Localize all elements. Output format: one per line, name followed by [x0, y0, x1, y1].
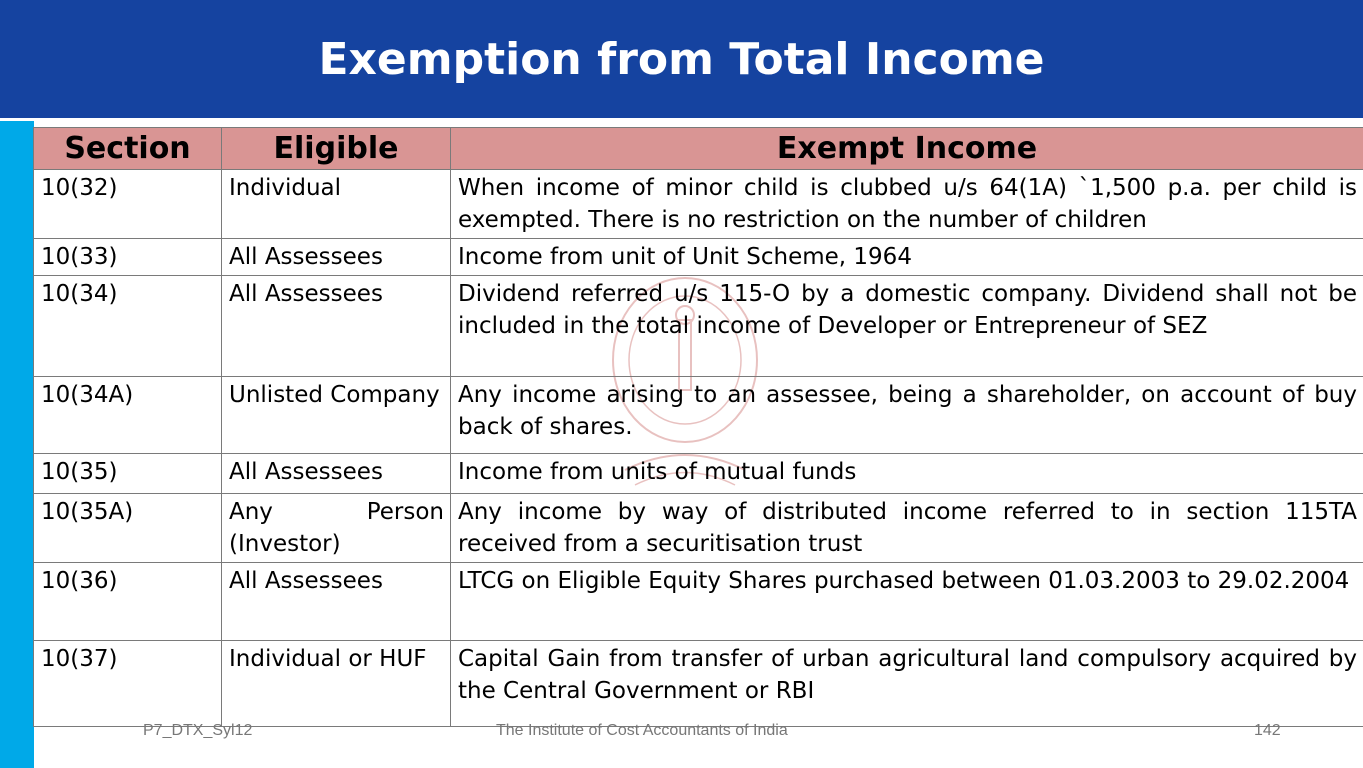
table-header-row [34, 128, 1363, 170]
cell-eligible: All Assessees [222, 239, 451, 276]
header-exempt-income: Exempt Income [451, 128, 1363, 170]
table-row [34, 377, 1363, 454]
cell-section: 10(34) [34, 276, 222, 377]
table-row [34, 563, 1363, 641]
table-row [34, 641, 1363, 727]
cell-exempt: Capital Gain from transfer of urban agricultural land compulsory acquired by the Central Government or RBI [451, 641, 1363, 727]
cell-section: 10(36) [34, 563, 222, 641]
cell-eligible: Individual or HUF [222, 641, 451, 727]
cell-section: 10(32) [34, 170, 222, 239]
left-accent-stripe [0, 121, 34, 768]
cell-section: 10(34A) [34, 377, 222, 454]
cell-eligible: Individual [222, 170, 451, 239]
table-row [34, 454, 1363, 494]
table-row [34, 239, 1363, 276]
cell-exempt: LTCG on Eligible Equity Shares purchased between 01.03.2003 to 29.02.2004 [451, 563, 1363, 641]
cell-exempt: When income of minor child is clubbed u/s 64(1A) `1,500 p.a. per child is exempted. There is no restriction on the number of children [451, 170, 1363, 239]
table-row [34, 276, 1363, 377]
cell-exempt: Any income by way of distributed income referred to in section 115TA received from a securitisation trust [451, 494, 1363, 563]
cell-section: 10(35) [34, 454, 222, 494]
cell-eligible: All Assessees [222, 276, 451, 377]
footer-course-code: P7_DTX_Syl12 [143, 722, 253, 739]
cell-section: 10(37) [34, 641, 222, 727]
table-row [34, 494, 1363, 563]
cell-exempt: Dividend referred u/s 115-O by a domestic company. Dividend shall not be included in the total income of Developer or Entrepreneur of SEZ [451, 276, 1363, 377]
table-row [34, 170, 1363, 239]
cell-eligible: Any Person (Investor) [222, 494, 451, 563]
cell-eligible: All Assessees [222, 454, 451, 494]
title-bar [0, 0, 1363, 118]
cell-eligible: Unlisted Company [222, 377, 451, 454]
footer-institute-name: The Institute of Cost Accountants of India [496, 722, 788, 739]
cell-section: 10(35A) [34, 494, 222, 563]
header-section: Section [34, 128, 222, 170]
slide-title: Exemption from Total Income [318, 33, 1045, 85]
cell-eligible: All Assessees [222, 563, 451, 641]
cell-exempt: Any income arising to an assessee, being a shareholder, on account of buy back of shares. [451, 377, 1363, 454]
header-eligible: Eligible [222, 128, 451, 170]
exemption-table-wrap [33, 127, 1363, 727]
footer-page-number: 142 [1254, 722, 1281, 739]
cell-exempt: Income from units of mutual funds [451, 454, 1363, 494]
cell-exempt: Income from unit of Unit Scheme, 1964 [451, 239, 1363, 276]
exemption-table [33, 127, 1363, 727]
cell-section: 10(33) [34, 239, 222, 276]
